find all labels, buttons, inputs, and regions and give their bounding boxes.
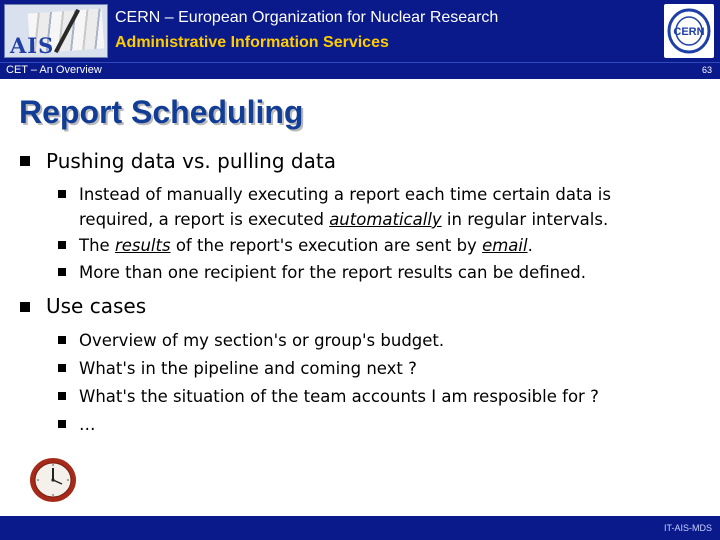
sub-bullet-marker [58,392,66,400]
sub-bullet-marker [58,190,66,198]
sub-bullet-marker [58,364,66,372]
use-case-item: What's the situation of the team accounts I am resposible for ? [79,387,599,406]
slide-subbar [0,62,720,79]
cern-logo-icon [664,4,714,58]
sub-bullet-multiple-recipients: More than one recipient for the report results can be defined. [79,263,586,282]
page-number: 63 [701,65,712,75]
sub-bullet-marker [58,336,66,344]
clock-icon [28,456,78,504]
use-case-item: What's in the pipeline and coming next ? [79,359,417,378]
bullet-pushing-vs-pulling: Pushing data vs. pulling data [46,149,336,173]
slide-footer [0,516,720,540]
sub-bullet-marker [58,420,66,428]
bullet-use-cases: Use cases [46,294,147,318]
ais-logo [4,4,108,58]
cern-logo-text: CERN [673,26,705,38]
slide-header [0,0,720,62]
sub-bullet-marker [58,268,66,276]
bullet-marker [20,302,30,312]
use-case-item: Overview of my section's or group's budget. [79,331,445,350]
header-title-organization: CERN – European Organization for Nuclear Research [115,9,499,26]
sub-bullet-results-email: The results of the report's execution are sent by email. [79,236,533,255]
use-case-item: … [79,415,96,434]
logo-text: AIS [10,33,55,58]
header-title-department: Administrative Information Services [115,34,389,51]
presentation-title: CET – An Overview [6,64,102,76]
sub-bullet-manual-execution: Instead of manually executing a report each time certain data is required, a report is executed automatically in regular intervals. [79,185,611,229]
bullet-marker [20,156,30,166]
sub-bullet-marker [58,241,66,249]
footer-department-code: IT-AIS-MDS [663,523,712,533]
slide-title: Report Scheduling [19,94,304,130]
